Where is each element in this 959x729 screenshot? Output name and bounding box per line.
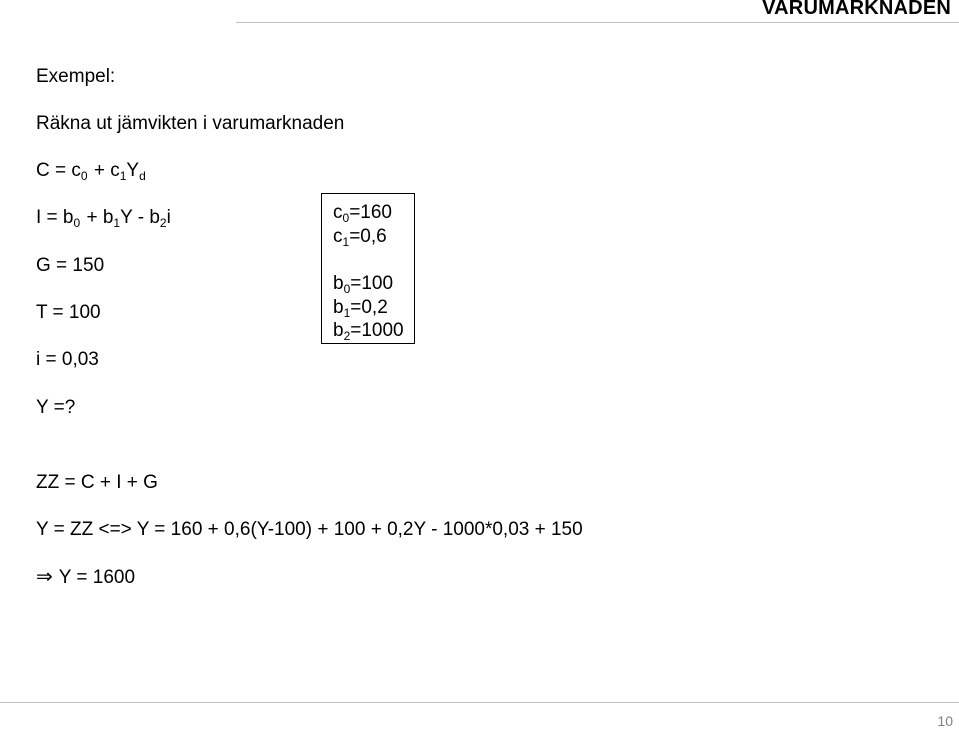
investment-sub-0: 0 (73, 216, 81, 230)
footer-rule (0, 702, 959, 703)
consumption-mid: + c (88, 160, 120, 181)
interest-equation: i = 0,03 (36, 349, 99, 370)
consumption-sub-0: 0 (80, 169, 88, 183)
consumption-lhs: C = c (36, 160, 81, 181)
result-text: Y = 1600 (58, 567, 136, 588)
param-b2 (333, 320, 404, 342)
investment-equation (36, 207, 171, 229)
param-c0-value: =160 (349, 202, 392, 223)
example-label: Exempel: (36, 66, 116, 87)
param-b2-value: =1000 (350, 320, 404, 341)
param-b1-sub: 1 (343, 306, 351, 320)
equilibrium-condition: ZZ = C + I + G (36, 472, 158, 493)
task-text: Räkna ut jämvikten i varumarknaden (36, 113, 345, 134)
investment-mid2: Y - b (120, 207, 160, 228)
param-c0 (333, 202, 392, 224)
param-c1-sub: 1 (342, 235, 350, 249)
investment-tail: i (166, 207, 171, 228)
taxes-equation: T = 100 (36, 302, 101, 323)
param-c1 (333, 226, 387, 248)
consumption-equation (36, 160, 146, 182)
header-rule (236, 22, 959, 23)
question-text: Y =? (36, 397, 76, 418)
result-line (36, 566, 135, 589)
page-number: 10 (937, 713, 953, 729)
consumption-sub-d: d (139, 169, 146, 183)
param-c1-var: c (333, 226, 343, 247)
government-equation: G = 150 (36, 255, 105, 276)
investment-sub-2: 2 (159, 216, 167, 230)
consumption-var: Y (126, 160, 140, 181)
param-c1-value: =0,6 (349, 226, 387, 247)
param-b2-sub: 2 (343, 329, 351, 343)
header-title: VARUMARKNADEN (762, 0, 951, 19)
param-b0 (333, 273, 393, 295)
solution-equation: Y = ZZ <=> Y = 160 + 0,6(Y-100) + 100 + 0,2Y - 1000*0,03 + 150 (36, 519, 583, 540)
param-b1-var: b (333, 297, 344, 318)
param-b0-sub: 0 (343, 282, 351, 296)
consumption-sub-1: 1 (119, 169, 127, 183)
investment-sub-1: 1 (113, 216, 121, 230)
implies-icon: ⇒ (36, 566, 53, 588)
investment-lhs: I = b (36, 207, 74, 228)
param-c0-var: c (333, 202, 343, 223)
parameter-box (321, 193, 415, 344)
investment-mid1: + b (81, 207, 114, 228)
param-b0-var: b (333, 273, 344, 294)
param-b2-var: b (333, 320, 344, 341)
param-c0-sub: 0 (342, 211, 350, 225)
param-b0-value: =100 (350, 273, 394, 294)
param-b1-value: =0,2 (350, 297, 388, 318)
param-b1 (333, 297, 388, 319)
